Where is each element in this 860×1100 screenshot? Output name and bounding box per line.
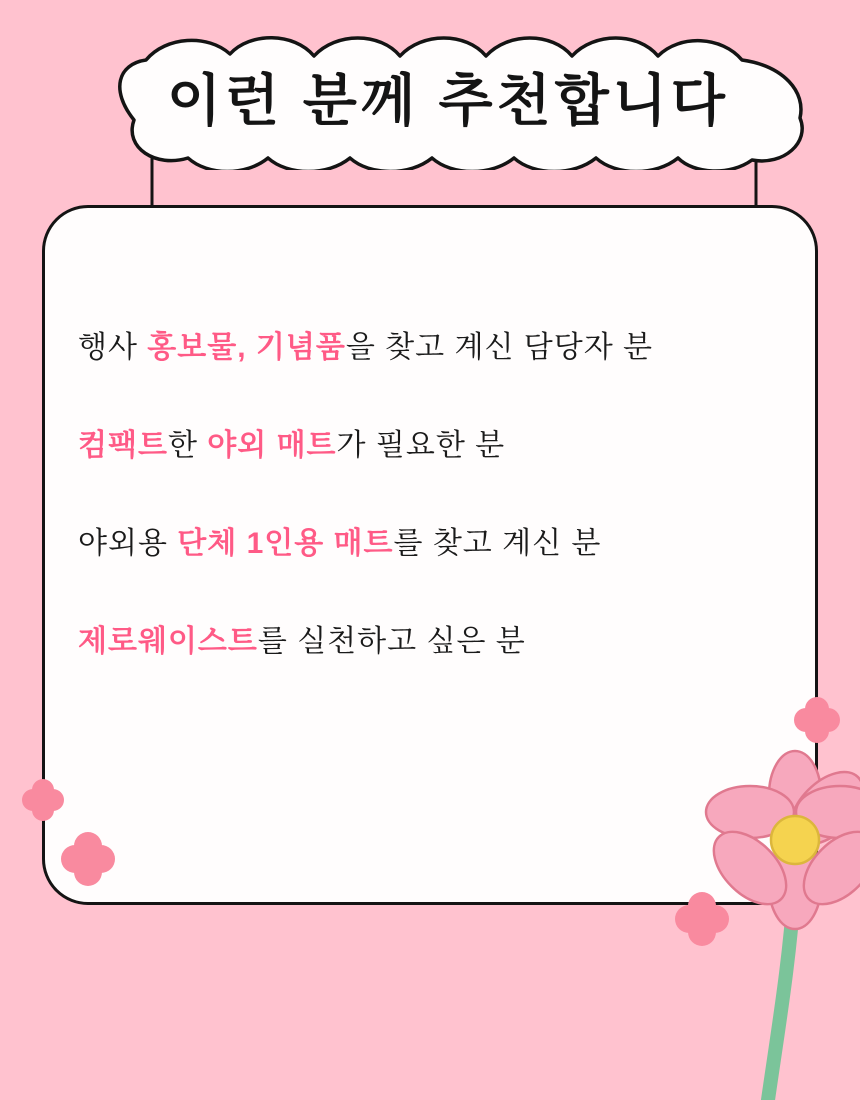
line-4-part-2: 를 실천하고 싶은 분 [257,625,526,658]
line-2-highlight-1: 컴팩트 [78,429,168,462]
line-2-highlight-2: 야외 매트 [207,429,337,462]
flower-stem [768,880,795,1100]
line-4-highlight: 제로웨이스트 [78,625,258,658]
line-2-part-2: 한 [167,429,208,462]
banner-title: 이런 분께 추천합니다 [167,69,729,132]
line-1-highlight: 홍보물, 기념품 [147,331,346,364]
cloud-banner [58,30,838,170]
list-item [78,330,778,366]
list-item [78,624,778,660]
line-3-part-1: 야외용 [78,527,178,560]
list-item [78,428,778,464]
line-1-part-3: 을 찾고 계신 담당자 분 [345,331,654,364]
line-1-part-1: 행사 [78,331,148,364]
recommendation-list [78,330,778,660]
line-2-part-4: 가 필요한 분 [336,429,506,462]
line-3-part-3: 를 찾고 계신 분 [393,527,602,560]
list-item [78,526,778,562]
line-3-highlight: 단체 1인용 매트 [177,527,394,560]
